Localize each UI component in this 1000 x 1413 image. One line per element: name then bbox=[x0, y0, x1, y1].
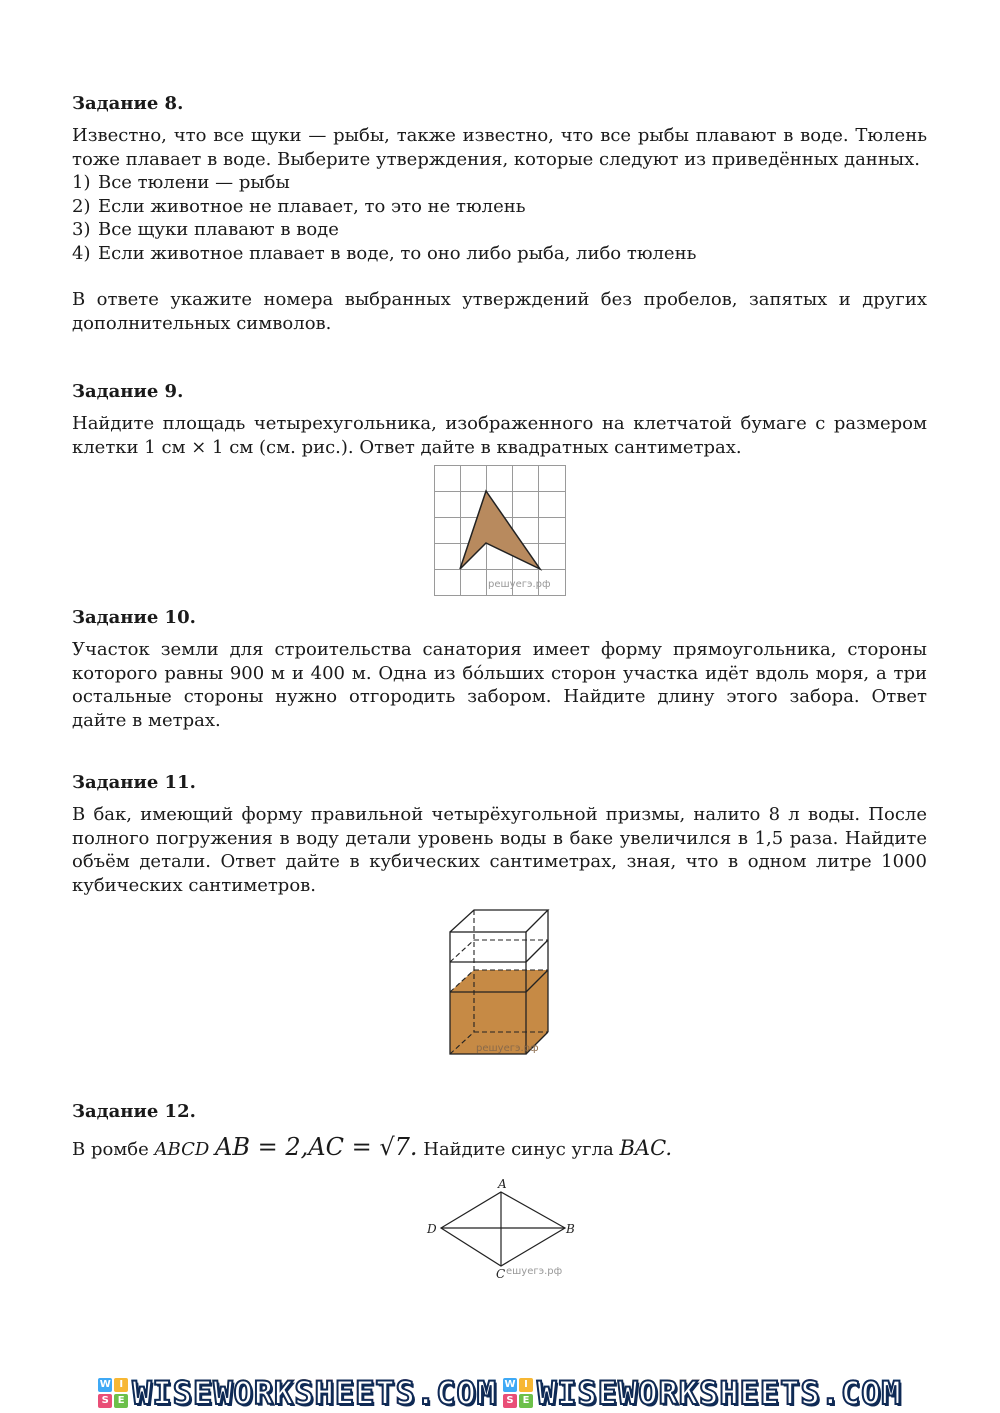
task-12-text: В ромбе ABCD AB = 2,AC = √7. Найдите синус угла BAC. bbox=[72, 1133, 673, 1161]
wise-logo-icon: W I S E bbox=[98, 1378, 128, 1408]
task-11 bbox=[72, 771, 927, 897]
wiseworksheets-logo-2 bbox=[503, 1374, 902, 1412]
task-12-rhombus-figure bbox=[424, 1176, 579, 1282]
task-9-grid-figure bbox=[434, 465, 567, 596]
task-9-text: Найдите площадь четырехугольника, изображенного на клетчатой бумаге с размером клетки 1 см × 1 см (см. рис.). Ответ дайте в квадратных сантиметрах. bbox=[72, 413, 927, 458]
wiseworksheets-logo-1 bbox=[98, 1374, 497, 1412]
task-8-title: Задание 8. bbox=[72, 93, 184, 114]
task-8-text: Известно, что все щуки — рыбы, также известно, что все рыбы плавают в воде. Тюлень тоже плавает в воде. Выберите утверждения, которые следуют из приведённых данных. bbox=[72, 125, 927, 170]
angle-name: BAC. bbox=[619, 1136, 673, 1160]
task-10-text: Участок земли для строительства санатория имеет форму прямоугольника, стороны которого равны 900 м и 400 м. Одна из бóльших сторон участка идёт вдоль моря, а три остальные стороны нужно отгородить забором. Найдите длину этого забора. Ответ дайте в метрах. bbox=[72, 639, 927, 731]
task-12-title: Задание 12. bbox=[72, 1101, 196, 1122]
task-8-option-2: 2) Если животное не плавает, то это не тюлень bbox=[72, 195, 526, 217]
task-11-text: В бак, имеющий форму правильной четырёхугольной призмы, налито 8 л воды. После полного погружения в воду детали уровень воды в баке увеличился в 1,5 раза. Найдите объём детали. Ответ дайте в кубических сантиметрах, зная, что в одном литре 1000 кубических сантиметров. bbox=[72, 804, 927, 896]
vertex-d-label: D bbox=[427, 1222, 437, 1236]
task-8-option-3: 3) Все щуки плавают в воде bbox=[72, 219, 339, 240]
task-11-prism-figure bbox=[446, 908, 552, 1056]
rhombus-lines bbox=[441, 1192, 565, 1266]
vertex-b-label: B bbox=[566, 1222, 575, 1236]
task-8 bbox=[72, 92, 927, 335]
figure-watermark: ешуегэ.рф bbox=[506, 1266, 563, 1277]
task-9-title: Задание 9. bbox=[72, 381, 184, 402]
vertex-a-label: A bbox=[498, 1177, 507, 1191]
rhombus-name: ABCD bbox=[154, 1139, 210, 1160]
task-9 bbox=[72, 380, 927, 459]
task-8-option-1: 1) Все тюлени — рыбы bbox=[72, 172, 290, 193]
figure-watermark: решуегэ.рф bbox=[488, 579, 551, 590]
worksheet-page bbox=[72, 92, 927, 335]
task-12 bbox=[72, 1100, 927, 1165]
quadrilateral-shape bbox=[460, 491, 540, 569]
task-10 bbox=[72, 606, 927, 732]
given-formula: AB = 2,AC = √7. bbox=[215, 1133, 418, 1161]
wise-logo-icon: W I S E bbox=[503, 1378, 533, 1408]
task-11-title: Задание 11. bbox=[72, 772, 196, 793]
brand-text: WISEWORKSHEETS.COM bbox=[537, 1373, 902, 1412]
task-8-note: В ответе укажите номера выбранных утверждений без пробелов, запятых и других дополнительных символов. bbox=[72, 289, 927, 334]
footer-watermark bbox=[0, 1372, 1000, 1413]
brand-text: WISEWORKSHEETS.COM bbox=[132, 1373, 497, 1412]
figure-watermark: решуегэ.рф bbox=[476, 1043, 539, 1054]
task-10-title: Задание 10. bbox=[72, 607, 196, 628]
task-8-option-4: 4) Если животное плавает в воде, то оно либо рыба, либо тюлень bbox=[72, 242, 697, 264]
vertex-c-label: C bbox=[496, 1267, 506, 1281]
